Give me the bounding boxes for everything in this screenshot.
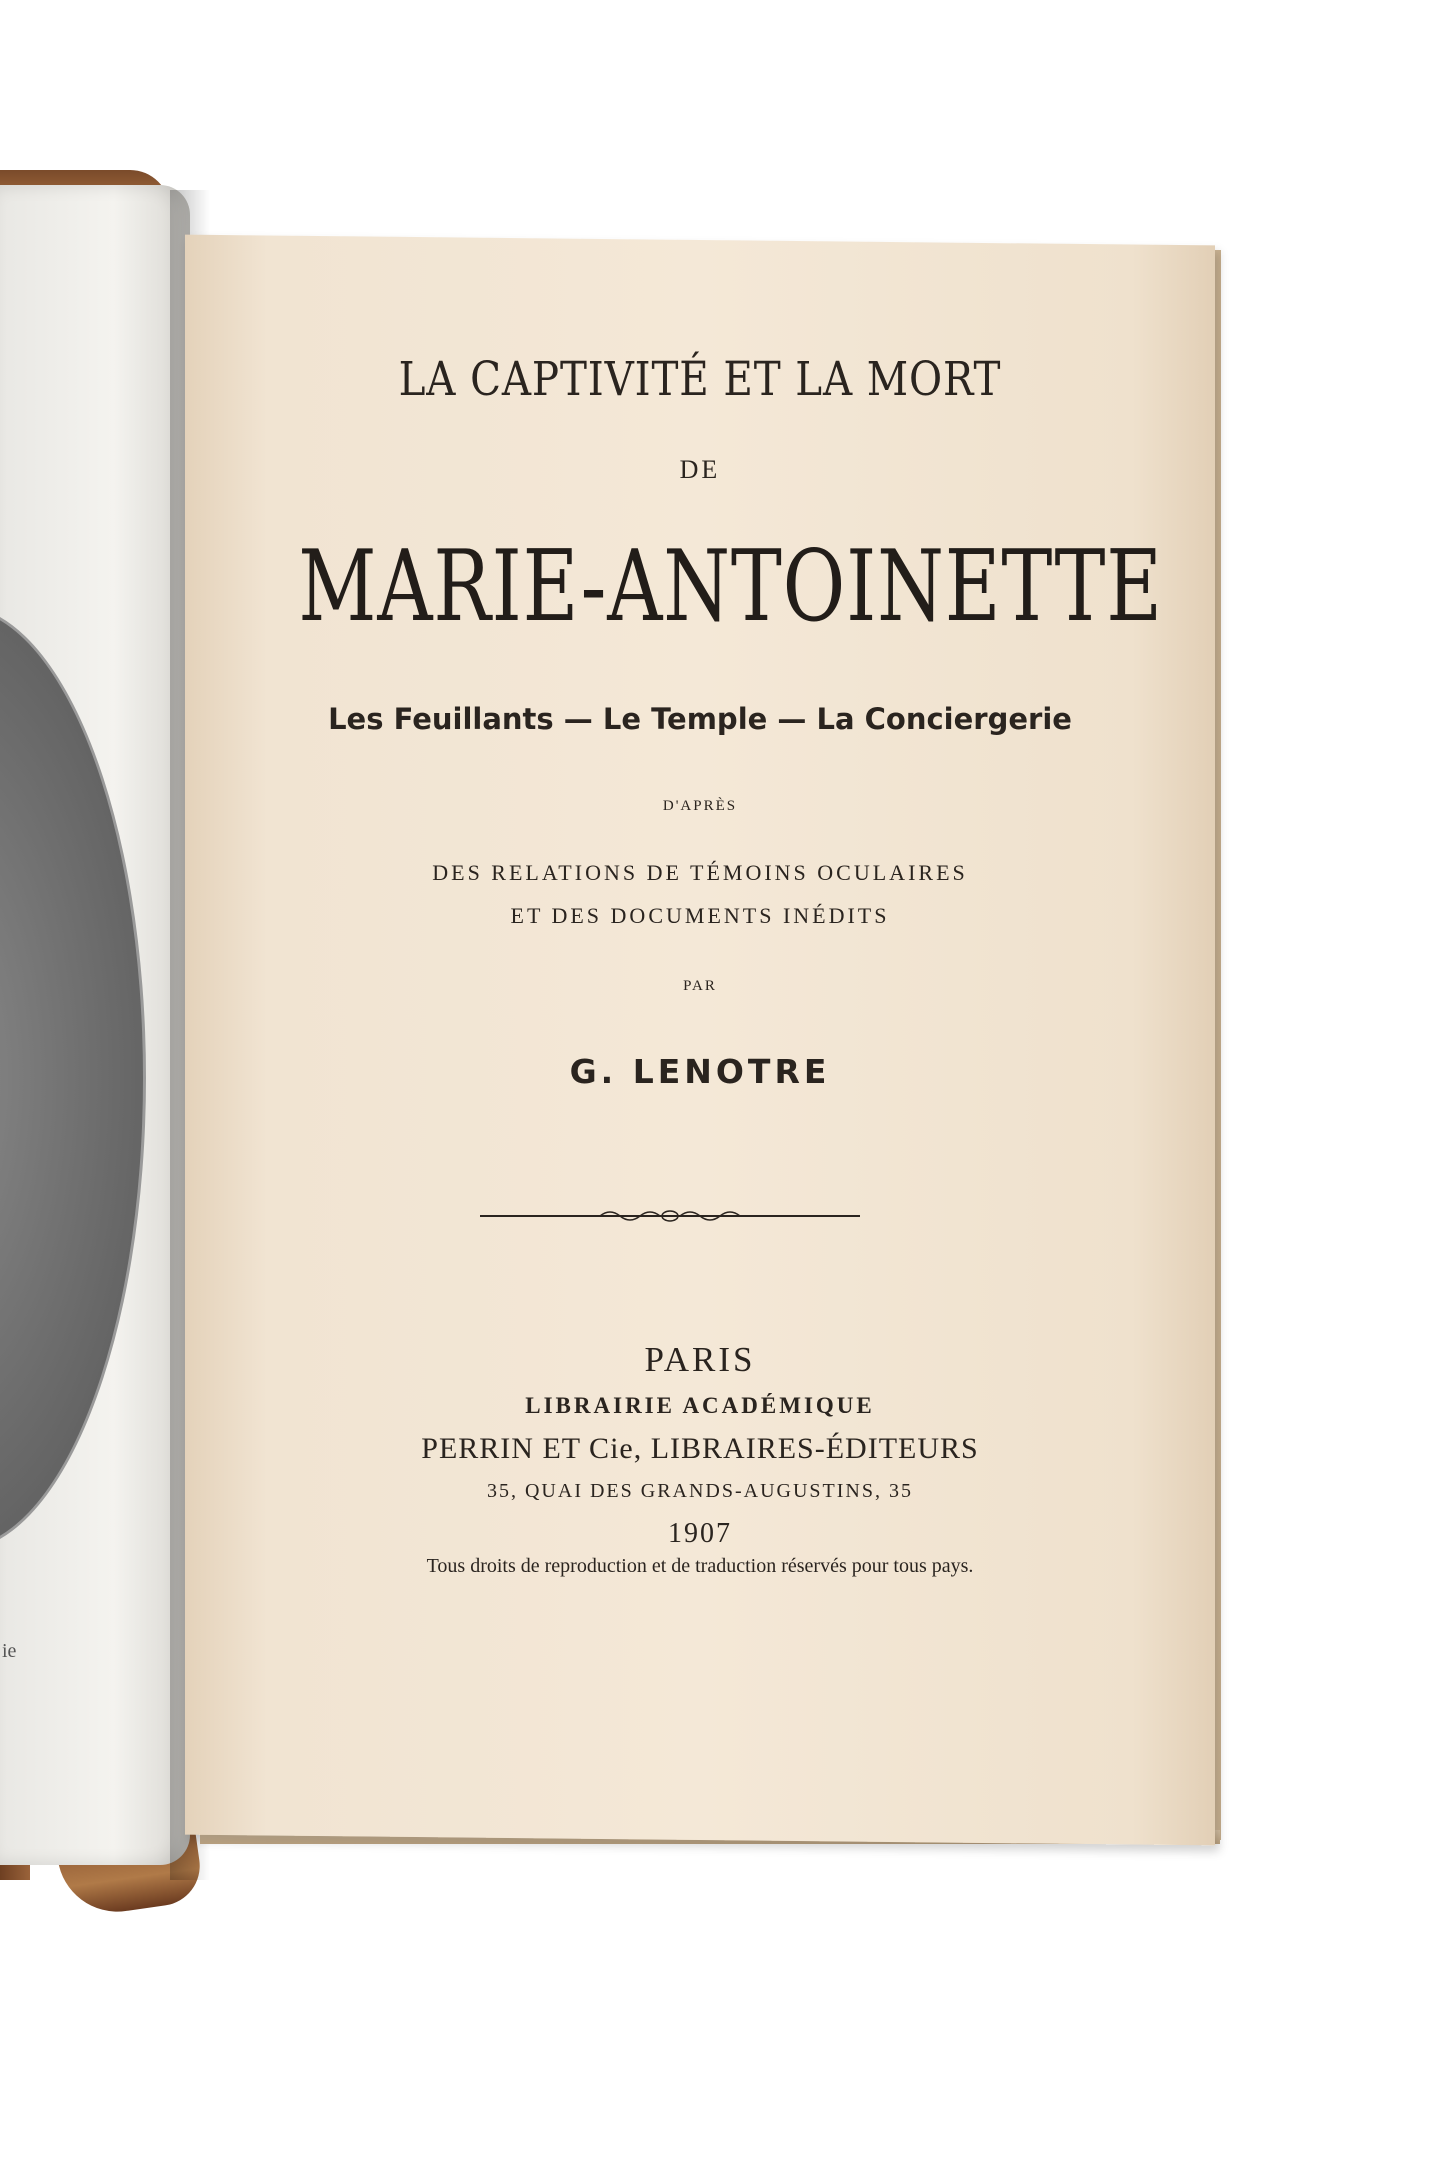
facing-page [0,185,190,1865]
publisher-line-2: PERRIN ET Cie, LIBRAIRES-ÉDITEURS [421,1432,979,1465]
by-label: PAR [683,978,717,994]
portrait-engraving [0,605,146,1551]
facing-page-text: ie [2,1640,17,1662]
city: PARIS [644,1340,756,1379]
main-title: MARIE-ANTOINETTE [298,530,1163,644]
author-name: G. LENOTRE [569,1052,831,1091]
relations-line-1: DES RELATIONS DE TÉMOINS OCULAIRES [432,860,968,885]
subtitle: Les Feuillants — Le Temple — La Conciergerie [328,702,1072,736]
publisher-line-1: LIBRAIRIE ACADÉMIQUE [525,1393,875,1418]
ornament-rule [480,1205,860,1227]
publication-year: 1907 [668,1518,732,1549]
title-line-2: DE [679,455,721,484]
after-label: D'APRÈS [662,798,738,814]
publisher-address: 35, QUAI DES GRANDS-AUGUSTINS, 35 [486,1480,913,1502]
title-line-1: LA CAPTIVITÉ ET LA MORT [398,352,1002,407]
relations-line-2: ET DES DOCUMENTS INÉDITS [510,903,890,928]
rights-notice: Tous droits de reproduction et de traduction réservés pour tous pays. [426,1555,974,1577]
